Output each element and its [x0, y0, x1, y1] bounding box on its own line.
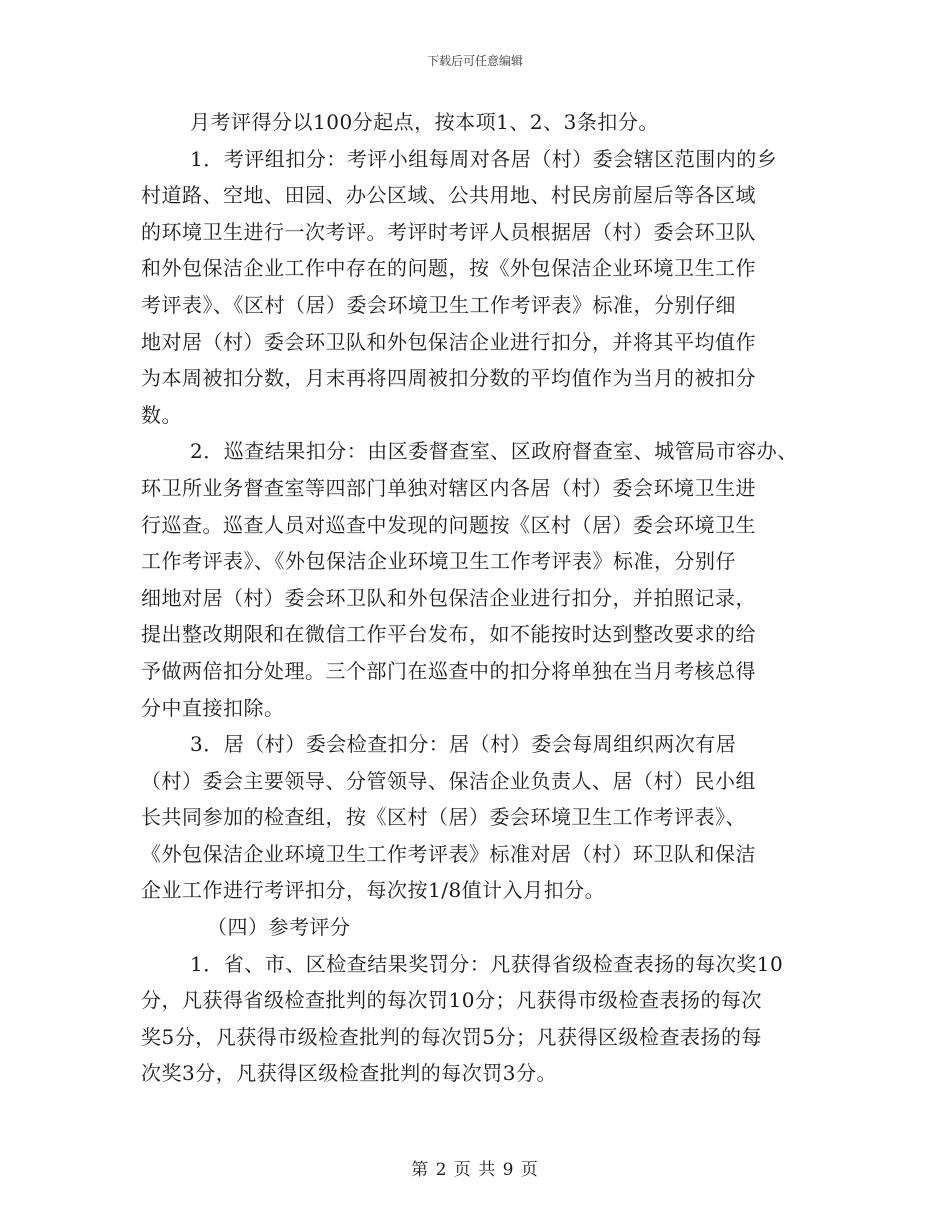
text-line: （四）参考评分	[207, 915, 351, 940]
text-line: 环卫所业务督查室等四部门单独对辖区内各居（村）委会环境卫生进	[141, 475, 756, 500]
text-line: 为本周被扣分数，月末再将四周被扣分数的平均值作为当月的被扣分	[141, 366, 756, 391]
text-line: 地对居（村）委会环卫队和外包保洁企业进行扣分，并将其平均值作	[141, 329, 756, 354]
text-line: 长共同参加的检查组，按《区村（居）委会环境卫生工作考评表》、	[141, 805, 746, 830]
text-line: （村）委会主要领导、分管领导、保洁企业负责人、居（村）民小组	[141, 768, 756, 793]
text-line: 和外包保洁企业工作中存在的问题，按《外包保洁企业环境卫生工作	[141, 256, 756, 281]
text-line: 月考评得分以100分起点，按本项1、2、3条扣分。	[190, 110, 659, 134]
text-line: 提出整改期限和在微信工作平台发布，如不能按时达到整改要求的给	[141, 622, 756, 647]
text-line: 分，凡获得省级检查批判的每次罚10分；凡获得市级检查表扬的每次	[141, 988, 762, 1013]
text-line: 村道路、空地、田园、办公区域、公共用地、村民房前屋后等各区域	[141, 183, 756, 208]
text-line: 细地对居（村）委会环卫队和外包保洁企业进行扣分，并拍照记录，	[141, 585, 756, 610]
text-line: 的环境卫生进行一次考评。考评时考评人员根据居（村）委会环卫队	[141, 219, 756, 244]
text-line: 1．考评组扣分：考评小组每周对各居（村）委会辖区范围内的乡	[190, 146, 778, 171]
text-line: 3．居（村）委会检查扣分：居（村）委会每周组织两次有居	[190, 732, 737, 757]
text-line: 数。	[141, 402, 182, 427]
text-line: 《外包保洁企业环境卫生工作考评表》标准对居（村）环卫队和保洁	[141, 841, 756, 866]
text-line: 分中直接扣除。	[141, 695, 285, 720]
text-line: 企业工作进行考评扣分，每次按1/8值计入月扣分。	[141, 878, 606, 903]
document-body	[141, 104, 821, 1092]
text-line: 予做两倍扣分处理。三个部门在巡查中的扣分将单独在当月考核总得	[141, 658, 756, 683]
text-line: 奖5分，凡获得市级检查批判的每次罚5分；凡获得区级检查表扬的每	[141, 1024, 762, 1049]
text-line: 考评表》、《区村（居）委会环境卫生工作考评表》标准，分别仔细	[141, 292, 736, 317]
text-line: 工作考评表》、《外包保洁企业环境卫生工作考评表》标准，分别仔	[141, 549, 736, 574]
text-line: 次奖3分，凡获得区级检查批判的每次罚3分。	[141, 1061, 557, 1086]
page-header: 下载后可任意编辑	[426, 54, 523, 68]
text-line: 1．省、市、区检查结果奖罚分：凡获得省级检查表扬的每次奖10	[190, 951, 784, 976]
text-line: 行巡查。巡查人员对巡查中发现的问题按《区村（居）委会环境卫生	[141, 512, 756, 537]
text-line: 2．巡查结果扣分：由区委督查室、区政府督查室、城管局市容办、	[190, 439, 798, 464]
page-footer: 第 2 页 共 9 页	[411, 1160, 539, 1180]
